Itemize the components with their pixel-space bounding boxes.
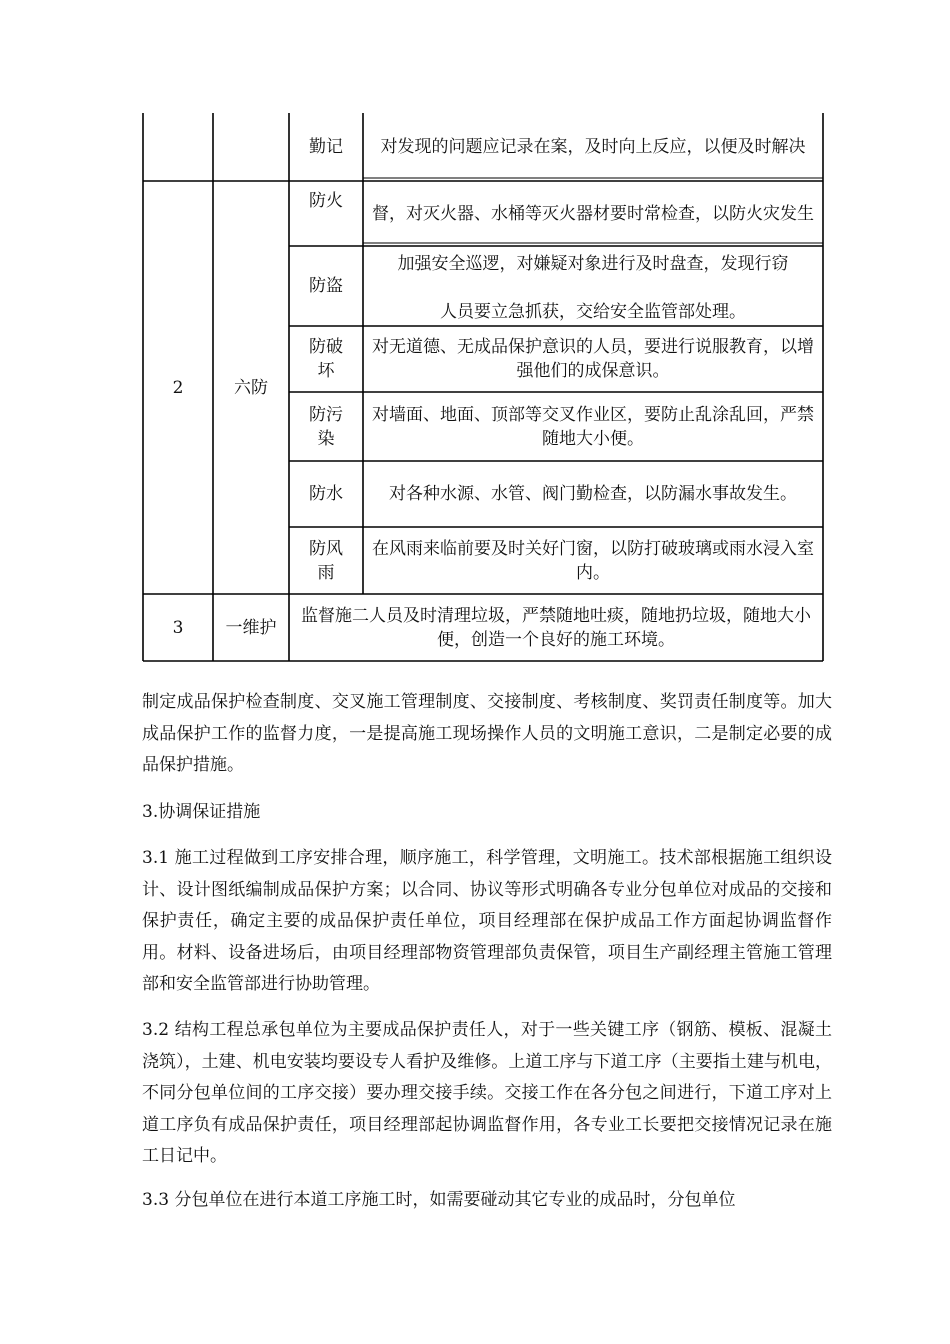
desc-cell: 对发现的问题应记录在案，及时向上反应，以便及时解决 [380, 137, 806, 157]
paragraph: 3.1 施工过程做到工序安排合理，顺序施工，科学管理，文明施工。技术部根据施工组织设计、设计图纸编制成品保护方案；以合同、协议等形式明确各专业分包单位对成品的交接和保护责任，确定主要的成品保护责任单位，项目经理部在保护成品工作方面起协调监督作用。材料、设备进场后，由项目经理部物资管理部负责保管，项目生产副经理主管施工管理部和安全监管部进行协助管理。 [142, 848, 832, 994]
category-cell: 一维护 [225, 617, 277, 638]
item-cell: 防风雨 [309, 538, 343, 583]
desc-cell: 对无道德、无成品保护意识的人员，要进行说服教育，以增强他们的成保意识。 [372, 337, 814, 381]
desc-cell: 加强安全巡逻，对嫌疑对象进行及时盘查，发现行窃 [397, 254, 789, 274]
desc-cell: 在风雨来临前要及时关好门窗，以防打破玻璃或雨水浸入室内。 [372, 538, 814, 583]
item-cell: 防污染 [309, 404, 343, 449]
item-cell: 防火 [309, 191, 343, 211]
desc-cell: 对墙面、地面、顶部等交叉作业区，要防止乱涂乱回，严禁随地大小便。 [372, 404, 814, 449]
paragraph: 制定成品保护检查制度、交叉施工管理制度、交接制度、考核制度、奖罚责任制度等。加大成品保护工作的监督力度，一是提高施工现场操作人员的文明施工意识，二是制定必要的成品保护措施。 [142, 692, 832, 775]
desc-cell: 人员要立急抓获，交给安全监管部处理。 [440, 302, 746, 322]
desc-cell: 监督施二人员及时清理垃圾，严禁随地吐痰，随地扔垃圾，随地大小便，创造一个良好的施工环境。 [301, 605, 811, 650]
desc-cell: 督，对灭火器、水桶等灭火器材要时常检查，以防火灾发生 [372, 203, 814, 224]
item-cell: 防破坏 [309, 337, 343, 381]
category-cell: 六防 [234, 377, 268, 398]
desc-cell: 对各种水源、水管、阀门勤检查，以防漏水事故发生。 [389, 484, 797, 504]
item-cell: 防盗 [309, 276, 343, 296]
row-number: 2 [172, 377, 184, 398]
paragraph: 3.2 结构工程总承包单位为主要成品保护责任人，对于一些关键工序（钢筋、模板、混凝土浇筑），土建、机电安装均要设专人看护及维修。上道工序与下道工序（主要指土建与机电，不同分包单位间的工序交接）要办理交接手续。交接工作在各分包之间进行，下道工序对上道工序负有成品保护责任，项目经理部起协调监督作用，各专业工长要把交接情况记录在施工日记中。 [142, 1020, 832, 1166]
paragraph: 3.3 分包单位在进行本道工序施工时，如需要碰动其它专业的成品时，分包单位 [142, 1190, 736, 1210]
item-cell: 勤记 [309, 137, 343, 157]
row-number: 3 [172, 617, 184, 638]
section-heading: 3.协调保证措施 [142, 802, 261, 822]
item-cell: 防水 [309, 484, 343, 504]
